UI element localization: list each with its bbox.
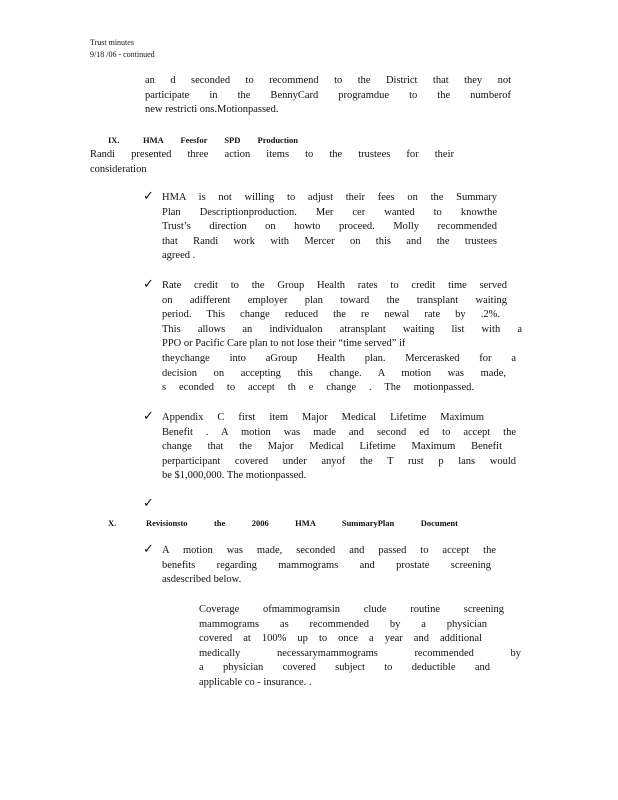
intro-paragraph [145, 74, 511, 118]
section-x-number: X. [108, 518, 117, 528]
text-line: perparticipant covered under anyof the T rust p lans would [162, 455, 516, 467]
item-mammograms-paragraph [162, 544, 496, 588]
check-mark-icon: ✓ [143, 496, 154, 511]
text-line: covered at 100% up to once a year and additional [199, 633, 482, 645]
coverage-paragraph [199, 603, 521, 691]
text-line: mammograms as recommended by a physician [199, 618, 487, 630]
section-ix-number: IX. [108, 135, 120, 145]
text-line: s econded to accept th e change . The motionpassed. [162, 382, 474, 394]
section-ix-title: HMA Feesfor SPD Production [143, 135, 298, 145]
section-x-title: Revisionsto the 2006 HMA SummaryPlan Document [146, 518, 458, 528]
text-line: agreed . [162, 250, 196, 262]
text-line: medically necessarymammograms recommended by [199, 647, 521, 659]
text-line: Coverage ofmammogramsin clude routine screening [199, 604, 504, 615]
text-line: asdescribed below. [162, 574, 242, 586]
text-line: participate in the BennyCard programdue to the numberof [145, 89, 511, 101]
text-line: Rate credit to the Group Health rates to credit time served [162, 280, 507, 291]
text-line: an d seconded to recommend to the District that they not [145, 75, 511, 86]
text-line: consideration [90, 163, 147, 175]
text-line: Trust’s direction on howto proceed. Molly recommended [162, 221, 497, 233]
text-line: be $1,000,000. The motionpassed. [162, 470, 307, 482]
section-ix-body [90, 148, 454, 177]
text-line: This allows an individualon atransplant waiting list with a [162, 323, 522, 335]
text-line: period. This change reduced the re newal rate by .2%. [162, 309, 500, 321]
text-line: a physician covered subject to deductible and [199, 662, 490, 674]
text-line: PPO or Pacific Care plan to not lose their “time served” if [162, 338, 406, 350]
header-line-1: Trust minutes [90, 38, 134, 47]
text-line: applicable co - insurance. . [199, 676, 312, 688]
text-line: on adifferent employer plan toward the transplant waiting [162, 294, 507, 306]
text-line: Benefit . A motion was made and second ed to accept the [162, 426, 516, 438]
text-line: A motion was made, seconded and passed to accept the [162, 545, 496, 556]
text-line: theychange into aGroup Health plan. Mercerasked for a [162, 352, 516, 364]
text-line: new restricti ons.Motionpassed. [145, 104, 279, 116]
text-line: HMA is not willing to adjust their fees on the Summary [162, 192, 497, 203]
text-line: change that the Major Medical Lifetime Maximum Benefit [162, 441, 502, 453]
text-line: Plan Descriptionproduction. Mer cer wanted to knowthe [162, 206, 497, 218]
check-mark-icon: ✓ [143, 542, 154, 557]
item-fees-paragraph [162, 191, 497, 264]
check-mark-icon: ✓ [143, 409, 154, 424]
text-line: Appendix C first item Major Medical Lifetime Maximum [162, 412, 484, 423]
text-line: decision on accepting this change. A motion was made, [162, 367, 506, 379]
item-appendix-paragraph [162, 411, 516, 484]
text-line: benefits regarding mammograms and prostate screening [162, 559, 491, 571]
item-rate-credit-paragraph [162, 279, 522, 396]
check-mark-icon: ✓ [143, 277, 154, 292]
header-line-2: 9/18 /06 - continued [90, 50, 155, 59]
check-mark-icon: ✓ [143, 189, 154, 204]
text-line: that Randi work with Mercer on this and the trustees [162, 235, 497, 247]
text-line: Randi presented three action items to the trustees for their [90, 149, 454, 160]
